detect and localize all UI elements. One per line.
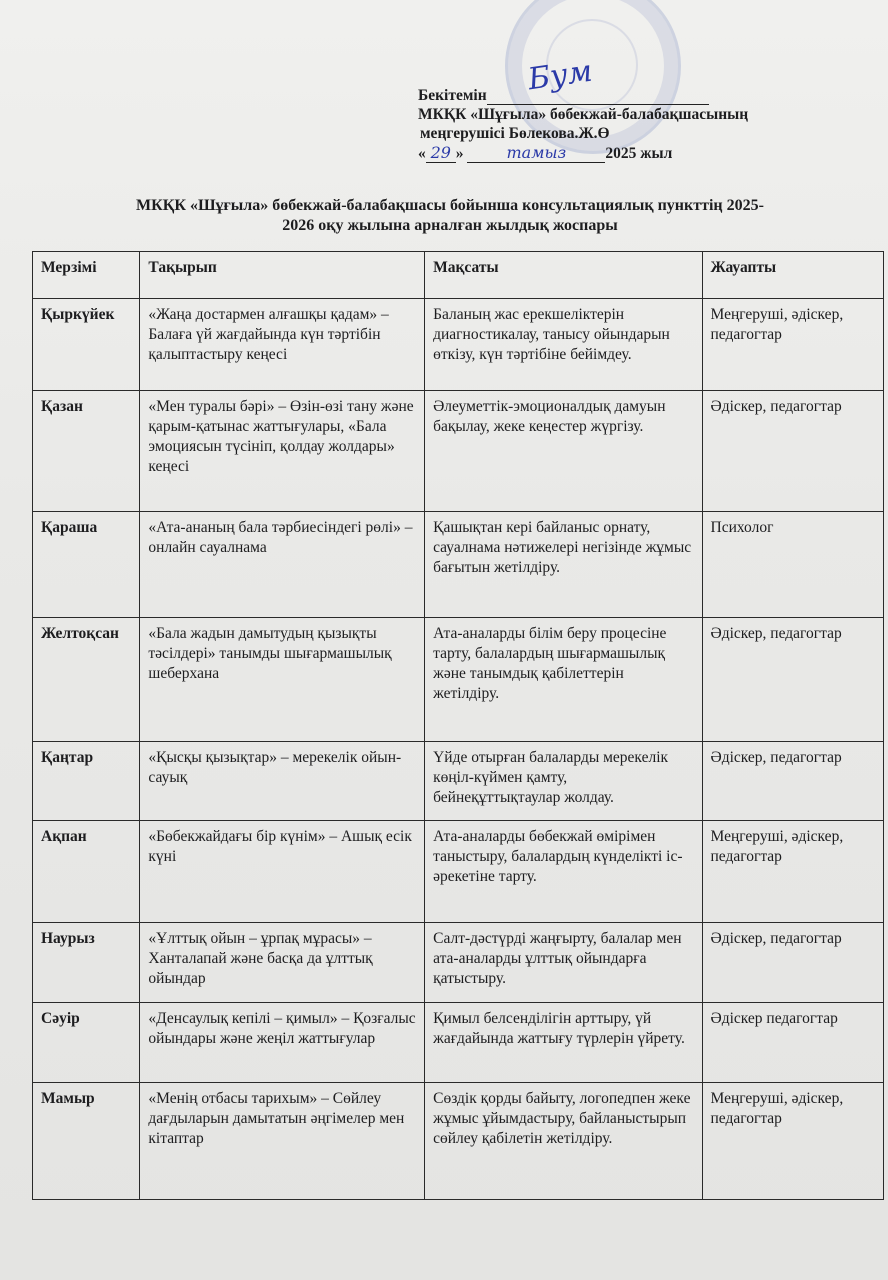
row-topic: «Қысқы қызықтар» – мерекелік ойын-сауық bbox=[140, 742, 425, 821]
table-row bbox=[33, 821, 884, 923]
date-line: « 29 » тамыз 2025 жыл bbox=[418, 143, 673, 162]
table-row bbox=[33, 923, 884, 1003]
header-goal: Мақсаты bbox=[425, 252, 702, 299]
table-row bbox=[33, 299, 884, 391]
row-goal: Баланың жас ерекшеліктерін диагностикалау, танысу ойындарын өткізу, күн тәртібіне бейімдеу. bbox=[425, 299, 702, 391]
row-responsible: Әдіскер, педагогтар bbox=[702, 618, 883, 742]
table-row bbox=[33, 391, 884, 512]
table-header-row bbox=[33, 252, 884, 299]
row-topic: «Бала жадын дамытудың қызықты тәсілдері» танымды шығармашылық шеберхана bbox=[140, 618, 425, 742]
signature-line bbox=[487, 88, 709, 105]
row-month: Мамыр bbox=[33, 1083, 140, 1200]
table-row bbox=[33, 742, 884, 821]
row-responsible: Әдіскер, педагогтар bbox=[702, 391, 883, 512]
row-topic: «Ұлттық ойын – ұрпақ мұрасы» – Ханталапай және басқа да ұлттық ойындар bbox=[140, 923, 425, 1003]
date-day: 29 bbox=[426, 143, 456, 163]
row-responsible: Әдіскер, педагогтар bbox=[702, 923, 883, 1003]
document-title bbox=[60, 196, 840, 236]
org-line: МКҚК «Шұғыла» бөбекжай-балабақшасының bbox=[418, 106, 749, 123]
row-topic: «Жаңа достармен алғашқы қадам» – Балаға үй жағдайында күн тәртібін қалыптастыру кеңесі bbox=[140, 299, 425, 391]
row-responsible: Меңгеруші, әдіскер, педагогтар bbox=[702, 1083, 883, 1200]
row-responsible: Әдіскер, педагогтар bbox=[702, 742, 883, 821]
row-goal: Қимыл белсенділігін арттыру, үй жағдайында жаттығу түрлерін үйрету. bbox=[425, 1003, 702, 1083]
row-goal: Үйде отырған балаларды мерекелік көңіл-күймен қамту, бейнеқұттықтаулар жолдау. bbox=[425, 742, 702, 821]
row-responsible: Меңгеруші, әдіскер, педагогтар bbox=[702, 821, 883, 923]
row-topic: «Менің отбасы тарихым» – Сөйлеу дағдыларын дамытатын әңгімелер мен кітаптар bbox=[140, 1083, 425, 1200]
row-month: Қараша bbox=[33, 512, 140, 618]
row-goal: Ата-аналарды білім беру процесіне тарту, балалардың шығармашылық және танымдық қабілеттерін жетілдіру. bbox=[425, 618, 702, 742]
row-goal: Ата-аналарды бөбекжай өмірімен таныстыру, балалардың күнделікті іс-әрекетіне тарту. bbox=[425, 821, 702, 923]
header-period: Мерзімі bbox=[33, 252, 140, 299]
row-topic: «Денсаулық кепілі – қимыл» – Қозғалыс ойындары және жеңіл жаттығулар bbox=[140, 1003, 425, 1083]
title-line-2: 2026 оқу жылына арналған жылдық жоспары bbox=[282, 217, 618, 234]
header-topic: Тақырып bbox=[140, 252, 425, 299]
table-row bbox=[33, 512, 884, 618]
table-row bbox=[33, 1003, 884, 1083]
row-topic: «Ата-ананың бала тәрбиесіндегі рөлі» – онлайн сауалнама bbox=[140, 512, 425, 618]
row-goal: Әлеуметтік-эмоционалдық дамуын бақылау, жеке кеңестер жүргізу. bbox=[425, 391, 702, 512]
row-month: Қыркүйек bbox=[33, 299, 140, 391]
row-month: Желтоқсан bbox=[33, 618, 140, 742]
row-topic: «Мен туралы бәрі» – Өзін-өзі тану және қарым-қатынас жаттығулары, «Бала эмоциясын түсініп, қолдау жолдары» кеңесі bbox=[140, 391, 425, 512]
row-responsible: Психолог bbox=[702, 512, 883, 618]
approval-block bbox=[418, 86, 748, 163]
row-month: Ақпан bbox=[33, 821, 140, 923]
row-month: Қаңтар bbox=[33, 742, 140, 821]
table-row bbox=[33, 618, 884, 742]
table-row bbox=[33, 1083, 884, 1200]
date-month: тамыз bbox=[467, 143, 605, 163]
row-goal: Қашықтан кері байланыс орнату, сауалнама нәтижелері негізінде жұмыс бағытын жетілдіру. bbox=[425, 512, 702, 618]
approval-line bbox=[418, 86, 748, 105]
head-line: меңгерушісі Бөлекова.Ж.Ө bbox=[420, 125, 610, 142]
title-line-1: МКҚК «Шұғыла» бөбекжай-балабақшасы бойынша консультациялық пункттің 2025- bbox=[136, 197, 764, 214]
row-responsible: Әдіскер педагогтар bbox=[702, 1003, 883, 1083]
row-month: Сәуір bbox=[33, 1003, 140, 1083]
approve-label: Бекітемін bbox=[418, 87, 487, 104]
plan-table bbox=[32, 251, 884, 1200]
row-goal: Салт-дәстүрді жаңғырту, балалар мен ата-аналарды ұлттық ойындарға қатыстыру. bbox=[425, 923, 702, 1003]
row-month: Қазан bbox=[33, 391, 140, 512]
row-month: Наурыз bbox=[33, 923, 140, 1003]
date-year: 2025 жыл bbox=[605, 145, 673, 162]
row-topic: «Бөбекжайдағы бір күнім» – Ашық есік күні bbox=[140, 821, 425, 923]
row-responsible: Меңгеруші, әдіскер, педагогтар bbox=[702, 299, 883, 391]
header-responsible: Жауапты bbox=[702, 252, 883, 299]
row-goal: Сөздік қорды байыту, логопедпен жеке жұмыс ұйымдастыру, байланыстырып сөйлеу қабілетін жетілдіру. bbox=[425, 1083, 702, 1200]
signature: Бум bbox=[525, 53, 595, 98]
